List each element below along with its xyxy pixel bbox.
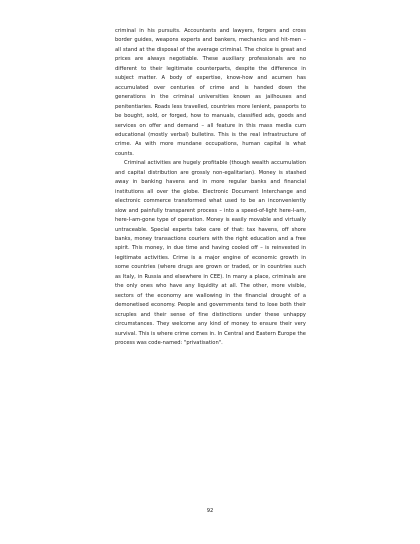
page-number: 92 (206, 508, 214, 514)
paragraph-1: criminal in his pursuits. Accountants and lawyers, forgers and cross border guides, weapons experts and bankers, mechanics and hit-men – all stand at the disposal of the average criminal. The choice is great and prices are always negotiable. These auxiliary professionals are no different to their legitimate counterparts, despite the difference in subject matter. A body of expertise, know-how and acumen has accumulated over centuries of crime and is handed down the generations in the criminal universities known as jailhouses and penitentiaries. Roads less travelled, countries more lenient, passports to be bought, sold, or forged, how to manuals, classified ads, goods and services on offer and demand – all feature in this mass media cum educational (mostly verbal) bulletins. This is the real infrastructure of crime. As with more mundane occupations, human capital is what counts. (115, 28, 306, 157)
paragraph-2: Criminal activities are hugely profitable (though wealth accumulation and capital distribution are grossly non-egalitarian). Money is stashed away in banking havens and in more regular banks and financial institutions all over the globe. Electronic Document Interchange and electronic commerce transformed what used to be an inconveniently slow and painfully transparent process – into a speed-of-light here-I-am, here-I-am-gone type of operation. Money is easily movable and virtually untraceable. Special experts take care of that: tax havens, off shore banks, money transactions couriers with the right education and a free spirit. This money, in due time and having cooled off – is reinvested in legitimate activities. Crime is a major engine of economic growth in some countries (where drugs are grown or traded, or in countries such as Italy, in Russia and elsewhere in CEE). In many a place, criminals are the only ones who have any liquidity at all. The other, more visible, sectors of the economy are wallowing in the financial drought of a demonetised economy. People and governments tend to lose both their scruples and their sense of fine distinctions under these unhappy circumstances. They welcome any kind of money to ensure their very survival. This is where crime comes in. In Central and Eastern Europe the process was code-named: "privatisation". (115, 160, 306, 346)
body-text (115, 27, 306, 348)
